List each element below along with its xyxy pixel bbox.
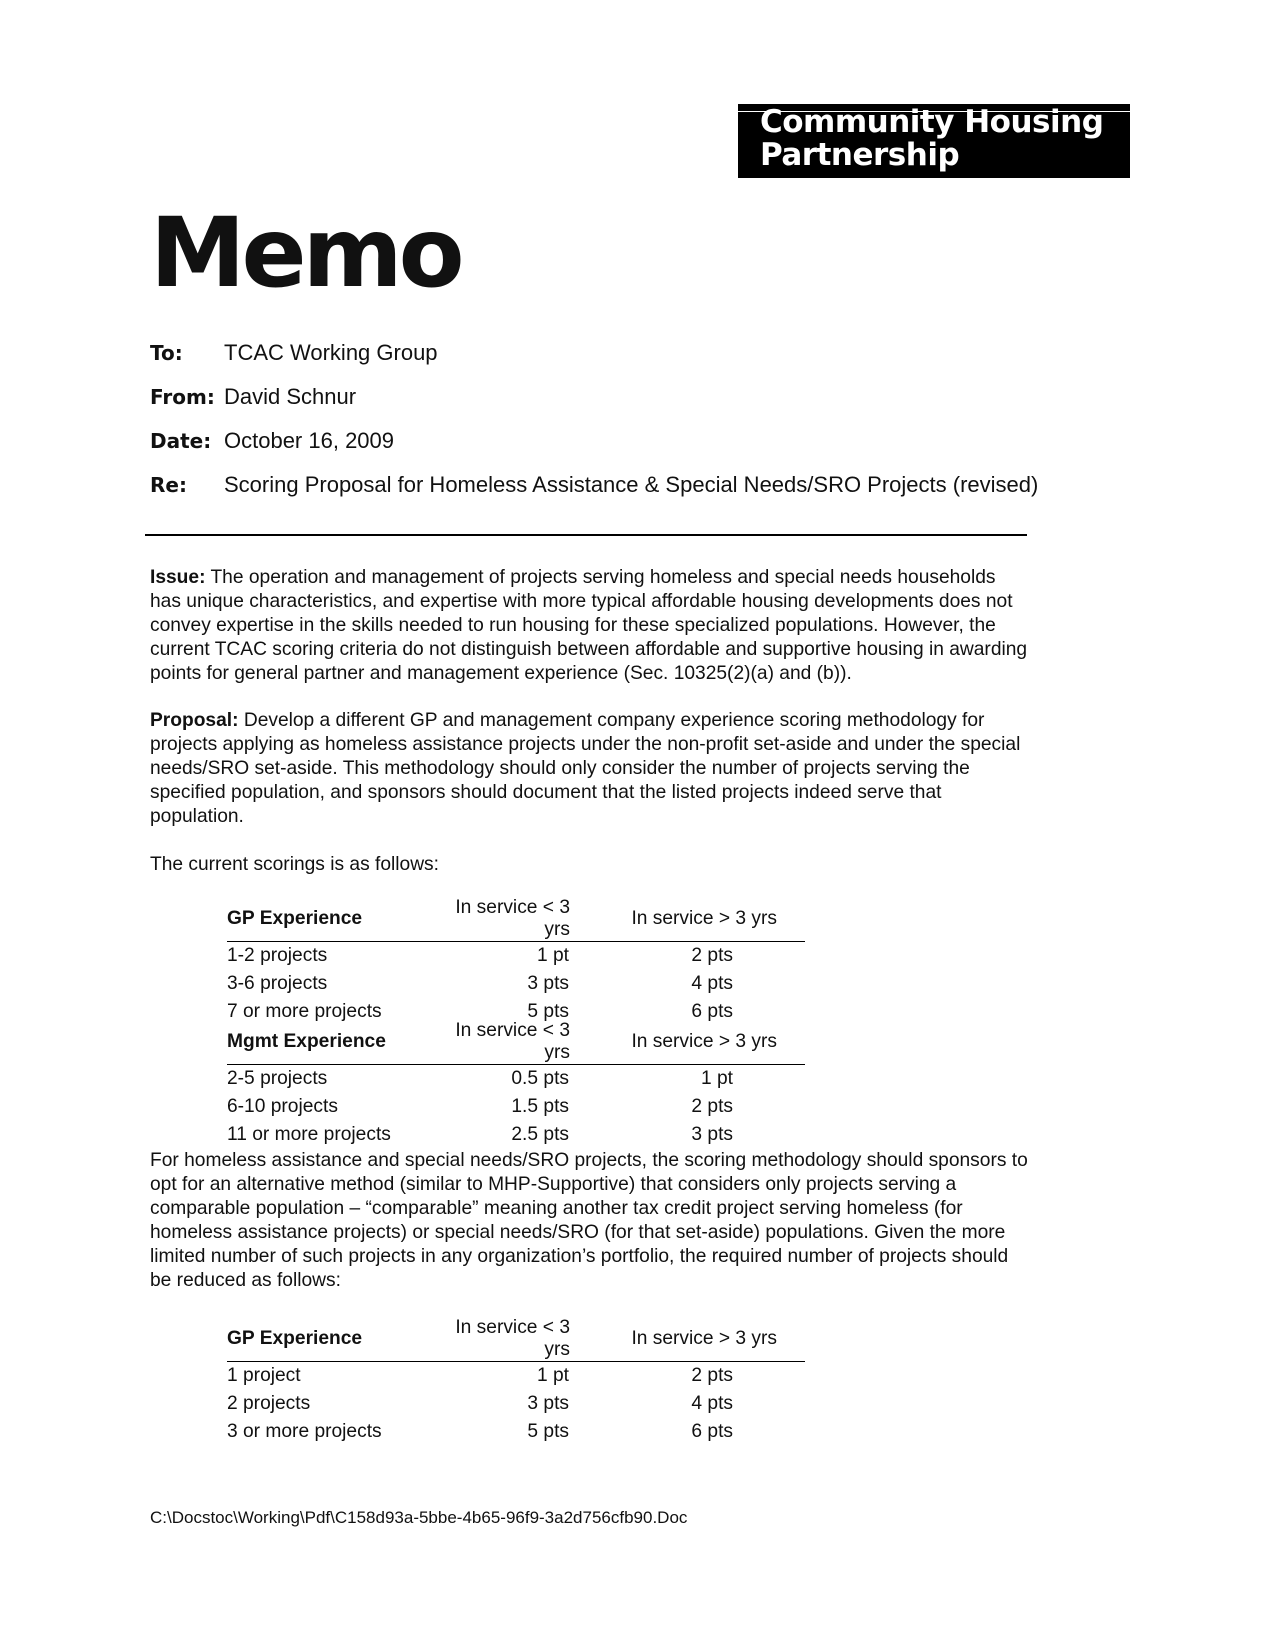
- table-cell: 3 pts: [691, 1124, 733, 1145]
- table-cell: 1 project: [227, 1365, 301, 1386]
- table-cell: 5 pts: [527, 1421, 569, 1442]
- table-cell: 1-2 projects: [227, 945, 328, 966]
- document-file-path: C:\Docstoc\Working\Pdf\C158d93a-5bbe-4b65-96f9-3a2d756cfb90.Doc: [150, 1508, 688, 1527]
- table-header-cell: In service > 3 yrs: [620, 897, 805, 942]
- table-cell: 1 pt: [700, 1068, 733, 1089]
- to-line: [150, 340, 438, 366]
- table-row: [227, 942, 805, 971]
- re-label: Re:: [150, 473, 187, 497]
- table-cell: 3 pts: [527, 1393, 569, 1414]
- table-row: [227, 1362, 805, 1391]
- table-header-cell: In service < 3 yrs: [427, 1020, 620, 1065]
- table-cell: 1 pt: [536, 945, 569, 966]
- table-header-cell: In service < 3 yrs: [427, 897, 620, 942]
- table-header-cell: Mgmt Experience: [227, 1020, 427, 1065]
- issue-paragraph: [150, 566, 1030, 686]
- table-header-row: [227, 1020, 805, 1065]
- gp-experience-table: [227, 897, 805, 1026]
- table-cell: 2 pts: [691, 945, 733, 966]
- logo-line-2: Partnership: [760, 137, 960, 173]
- current-scoring-intro: The current scorings is as follows:: [150, 854, 439, 875]
- table-cell: 11 or more projects: [227, 1124, 391, 1145]
- table-header-cell: GP Experience: [227, 897, 427, 942]
- issue-label: Issue:: [150, 567, 206, 588]
- table-row: [227, 1390, 805, 1418]
- table-cell: 3 pts: [527, 973, 569, 994]
- re-value: Scoring Proposal for Homeless Assistance & Special Needs/SRO Projects (revised): [224, 472, 1039, 497]
- re-line: [150, 472, 1038, 498]
- alternative-method-paragraph: For homeless assistance and special needs/SRO projects, the scoring methodology should sponsors to opt for an alternative method (similar to MHP-Supportive) that considers only projects serving a comparable population – “comparable” meaning another tax credit project serving homeless (for homeless assistance projects) or special needs/SRO (for that set-aside) populations. Given the more limited number of such projects in any organization’s portfolio, the required number of projects should be reduced as follows:: [150, 1150, 1028, 1291]
- table-cell: 2.5 pts: [511, 1124, 569, 1145]
- table-row: [227, 1121, 805, 1149]
- from-line: [150, 384, 356, 410]
- table-cell: 4 pts: [691, 1393, 733, 1414]
- mgmt-experience-table: [227, 1020, 805, 1149]
- header-divider: [145, 534, 1027, 536]
- table-cell: 3-6 projects: [227, 973, 328, 994]
- memo-title: Memo: [150, 197, 461, 309]
- logo-line-1: Community Housing: [760, 104, 1104, 140]
- table-cell: 2 pts: [691, 1365, 733, 1386]
- table-cell: 6 pts: [691, 1001, 733, 1022]
- table-cell: 7 or more projects: [227, 1001, 382, 1022]
- table-header-cell: In service > 3 yrs: [620, 1317, 805, 1362]
- table-header-row: [227, 897, 805, 942]
- table-cell: 6 pts: [691, 1421, 733, 1442]
- proposal-paragraph: [150, 709, 1030, 829]
- issue-text: The operation and management of projects serving homeless and special needs households has unique characteristics, and expertise with more typical affordable housing developments does not convey expertise in the skills needed to run housing for these specialized populations. However, the current TCAC scoring criteria do not distinguish between affordable and supportive housing in awarding points for general partner and management experience (Sec. 10325(2)(a) and (b)).: [150, 567, 1028, 684]
- reduced-gp-experience-table: [227, 1317, 805, 1446]
- to-value: TCAC Working Group: [224, 340, 438, 365]
- to-label: To:: [150, 341, 183, 365]
- date-value: October 16, 2009: [224, 428, 395, 453]
- date-line: [150, 428, 394, 454]
- proposal-label: Proposal:: [150, 710, 239, 731]
- table-header-cell: In service < 3 yrs: [427, 1317, 620, 1362]
- table-row: [227, 1093, 805, 1121]
- organization-logo: [738, 104, 1130, 178]
- table-cell: 1 pt: [536, 1365, 569, 1386]
- table-cell: 4 pts: [691, 973, 733, 994]
- from-label: From:: [150, 385, 215, 409]
- table-cell: 2 projects: [227, 1393, 311, 1414]
- table-row: [227, 1065, 805, 1094]
- table-cell: 6-10 projects: [227, 1096, 338, 1117]
- table-header-cell: GP Experience: [227, 1317, 427, 1362]
- table-cell: 2-5 projects: [227, 1068, 328, 1089]
- table-header-cell: In service > 3 yrs: [620, 1020, 805, 1065]
- date-label: Date:: [150, 429, 212, 453]
- table-cell: 3 or more projects: [227, 1421, 382, 1442]
- from-value: David Schnur: [224, 384, 357, 409]
- table-cell: 0.5 pts: [511, 1068, 569, 1089]
- table-row: [227, 1418, 805, 1446]
- table-row: [227, 970, 805, 998]
- table-header-row: [227, 1317, 805, 1362]
- table-cell: 5 pts: [527, 1001, 569, 1022]
- table-cell: 1.5 pts: [511, 1096, 569, 1117]
- proposal-text: Develop a different GP and management company experience scoring methodology for projects applying as homeless assistance projects under the non-profit set-aside and under the special needs/SRO set-aside. This methodology should only consider the number of projects serving the specified population, and sponsors should document that the listed projects indeed serve that population.: [150, 710, 1021, 827]
- table-cell: 2 pts: [691, 1096, 733, 1117]
